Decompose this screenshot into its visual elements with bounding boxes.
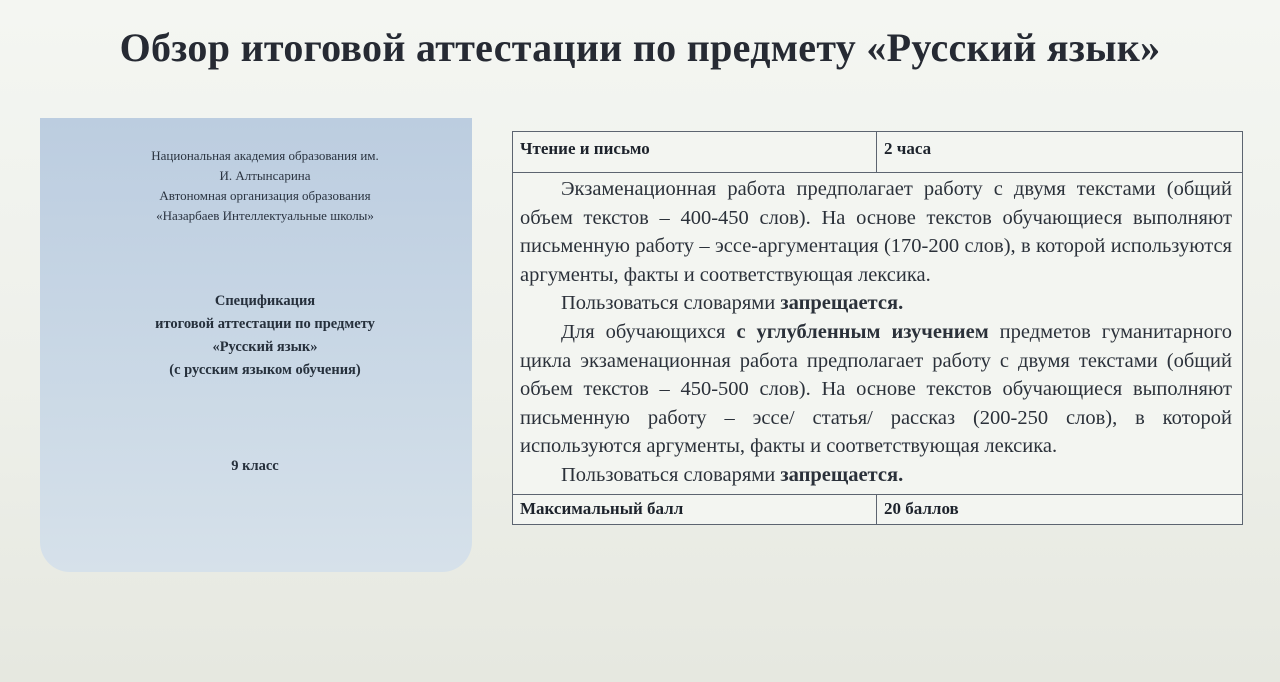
org-line: «Назарбаев Интеллектуальные школы» [156, 208, 374, 223]
duration-value: 2 часа [884, 139, 932, 158]
attestation-table [512, 131, 1243, 525]
paragraph-advanced-task [520, 318, 1232, 461]
spec-line: итоговой аттестации по предмету [155, 316, 375, 332]
max-score-label: Максимальный балл [513, 495, 877, 524]
description-cell [513, 173, 1242, 494]
spec-line: Спецификация [214, 293, 316, 309]
dictionary-rule-emphasis-2: запрещается. [780, 463, 904, 486]
paragraph-dictionary-rule [520, 289, 1232, 318]
grade-label: 9 класс [231, 458, 279, 474]
paragraph-standard-task: Экзаменационная работа предполагает работу с двумя текстами (общий объем текстов – 400-450 слов). На основе текстов обучающиеся выполняют письменную работу – эссе-аргументация (170-200 слов), в которой используются аргументы, факты и соответствующая лексика. [520, 178, 1232, 286]
slide-title: Обзор итоговой аттестации по предмету «Русский язык» [119, 25, 1161, 70]
spec-line: (с русским языком обучения) [169, 362, 361, 378]
table-body-row [513, 173, 1242, 495]
dictionary-rule-text: Пользоваться словарями [561, 292, 781, 315]
specification-cover [40, 118, 472, 572]
table-footer-row [513, 495, 1242, 524]
org-line: И. Алтынсарина [219, 168, 311, 183]
advanced-task-emphasis: с углубленным изучением [736, 320, 989, 343]
advanced-task-text: предметов гуманитарного цикла экзаменационная работа предполагает работу с двумя текстами (общий объем текстов – 450-500 слов). На основе текстов обучающиеся выполняют письменную работу – эссе/ статья/ рассказ (200-250 слов), в которой используются аргументы, факты и соответствующая лексика. [520, 320, 1232, 458]
org-line: Автономная организация образования [159, 188, 371, 203]
table-header-row [513, 132, 1242, 173]
paragraph-dictionary-rule-2 [520, 461, 1232, 490]
dictionary-rule-emphasis: запрещается. [780, 292, 904, 315]
advanced-task-intro: Для обучающихся [561, 320, 737, 343]
dictionary-rule-text-2: Пользоваться словарями [561, 463, 781, 486]
organization-block [100, 146, 430, 226]
max-score-value: 20 баллов [884, 498, 959, 518]
section-label: Чтение и письмо [513, 132, 877, 172]
org-line: Национальная академия образования им. [151, 148, 379, 163]
spec-line: «Русский язык» [212, 339, 318, 355]
specification-title-block [100, 290, 430, 382]
